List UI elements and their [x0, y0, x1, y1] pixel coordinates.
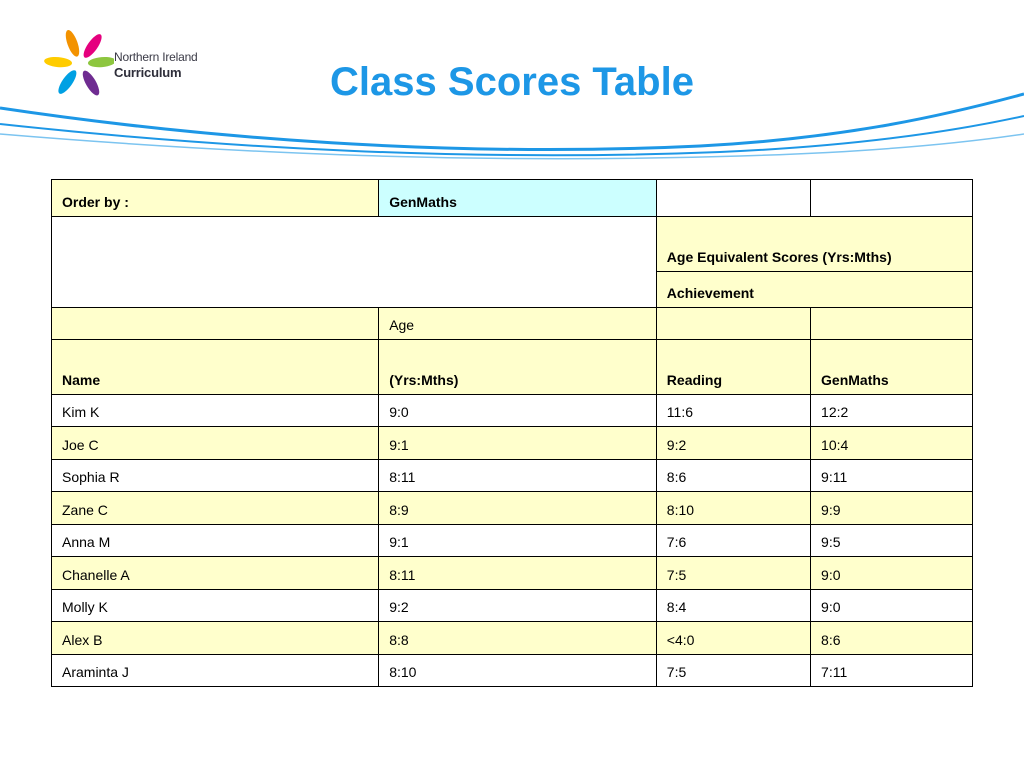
swoosh-decoration	[0, 86, 1024, 166]
cell-age: 8:8	[379, 622, 657, 655]
column-header-genmaths: GenMaths	[811, 340, 973, 395]
cell-name: Anna M	[52, 525, 379, 557]
cell-genmaths: 9:11	[811, 460, 973, 492]
table-row	[52, 622, 973, 655]
cell-genmaths: 10:4	[811, 427, 973, 460]
empty-cell	[811, 180, 973, 217]
empty-cell	[52, 308, 379, 340]
empty-cell	[811, 308, 973, 340]
column-header-age: (Yrs:Mths)	[379, 340, 657, 395]
cell-reading: 8:4	[656, 590, 810, 622]
age-header-top: Age	[379, 308, 657, 340]
class-scores-table	[51, 179, 973, 687]
cell-genmaths: 9:9	[811, 492, 973, 525]
table-row	[52, 590, 973, 622]
age-header-row	[52, 308, 973, 340]
cell-genmaths: 8:6	[811, 622, 973, 655]
cell-reading: 8:6	[656, 460, 810, 492]
column-header-row	[52, 340, 973, 395]
table-row	[52, 557, 973, 590]
page-title: Class Scores Table	[330, 60, 694, 104]
cell-age: 9:1	[379, 525, 657, 557]
column-header-name: Name	[52, 340, 379, 395]
age-equivalent-header: Age Equivalent Scores (Yrs:Mths)	[656, 217, 972, 272]
table-row	[52, 492, 973, 525]
cell-reading: 8:10	[656, 492, 810, 525]
cell-name: Araminta J	[52, 655, 379, 687]
table-row	[52, 525, 973, 557]
cell-name: Kim K	[52, 395, 379, 427]
table-row	[52, 655, 973, 687]
table-row	[52, 460, 973, 492]
cell-age: 8:11	[379, 460, 657, 492]
cell-age: 9:0	[379, 395, 657, 427]
cell-reading: 7:5	[656, 655, 810, 687]
cell-name: Alex B	[52, 622, 379, 655]
table-row	[52, 395, 973, 427]
logo-text-line2: Curriculum	[114, 65, 182, 80]
cell-age: 8:11	[379, 557, 657, 590]
cell-age: 8:10	[379, 655, 657, 687]
age-equivalent-row	[52, 217, 973, 272]
cell-name: Chanelle A	[52, 557, 379, 590]
empty-merged-cell	[52, 217, 657, 308]
table-row	[52, 427, 973, 460]
cell-name: Molly K	[52, 590, 379, 622]
cell-genmaths: 9:0	[811, 557, 973, 590]
cell-age: 9:2	[379, 590, 657, 622]
cell-age: 9:1	[379, 427, 657, 460]
order-by-label: Order by :	[52, 180, 379, 217]
cell-reading: <4:0	[656, 622, 810, 655]
cell-name: Joe C	[52, 427, 379, 460]
order-by-value[interactable]: GenMaths	[379, 180, 657, 217]
cell-name: Zane C	[52, 492, 379, 525]
achievement-header: Achievement	[656, 272, 972, 308]
cell-genmaths: 9:0	[811, 590, 973, 622]
cell-reading: 11:6	[656, 395, 810, 427]
order-by-row	[52, 180, 973, 217]
empty-cell	[656, 308, 810, 340]
logo-text-line1: Northern Ireland	[114, 50, 198, 64]
cell-genmaths: 9:5	[811, 525, 973, 557]
cell-genmaths: 12:2	[811, 395, 973, 427]
column-header-reading: Reading	[656, 340, 810, 395]
cell-reading: 7:5	[656, 557, 810, 590]
empty-cell	[656, 180, 810, 217]
cell-reading: 7:6	[656, 525, 810, 557]
cell-genmaths: 7:11	[811, 655, 973, 687]
cell-reading: 9:2	[656, 427, 810, 460]
cell-age: 8:9	[379, 492, 657, 525]
cell-name: Sophia R	[52, 460, 379, 492]
